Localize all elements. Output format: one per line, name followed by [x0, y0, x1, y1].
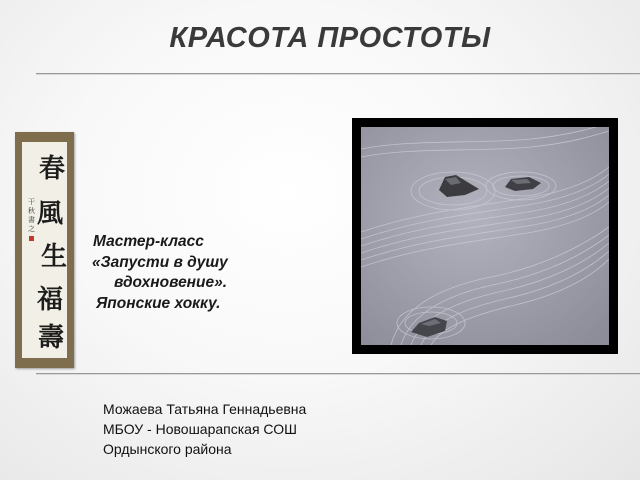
caption-line-3: вдохновение». [114, 274, 228, 291]
calligraphy-char-4: 壽 [38, 323, 65, 353]
author-school: МБОУ - Новошарапская СОШ [103, 421, 297, 437]
calligraphy-scroll-image [15, 132, 74, 368]
footer-divider [36, 373, 640, 374]
caption-line-4: Японские хокку. [96, 294, 221, 312]
signature-char-2: 書 [28, 216, 35, 224]
caption-line-2: «Запусти в душу [92, 253, 228, 271]
calligraphy-char-1: 風 [37, 199, 64, 229]
seal-stamp [29, 236, 34, 241]
calligraphy-char-0: 春 [39, 154, 66, 184]
title-divider [36, 73, 640, 74]
slide-title: КРАСОТА ПРОСТОТЫ [169, 22, 491, 54]
author-info [103, 399, 403, 459]
zen-garden-image [361, 127, 609, 345]
author-name: Можаева Татьяна Геннадьевна [103, 401, 307, 417]
zen-garden-photo [352, 118, 618, 354]
signature-char-3: 之 [28, 225, 35, 233]
author-district: Ордынского района [103, 441, 232, 457]
calligraphy-char-3: 福 [37, 285, 64, 315]
signature-char-1: 秋 [28, 207, 35, 215]
calligraphy-char-2: 生 [41, 242, 68, 272]
caption-line-1: Мастер-класс [93, 233, 204, 250]
calligraphy-glyphs [15, 132, 74, 368]
signature-char-0: 干 [28, 198, 35, 206]
caption [88, 232, 258, 314]
gravel-bed [361, 127, 609, 345]
